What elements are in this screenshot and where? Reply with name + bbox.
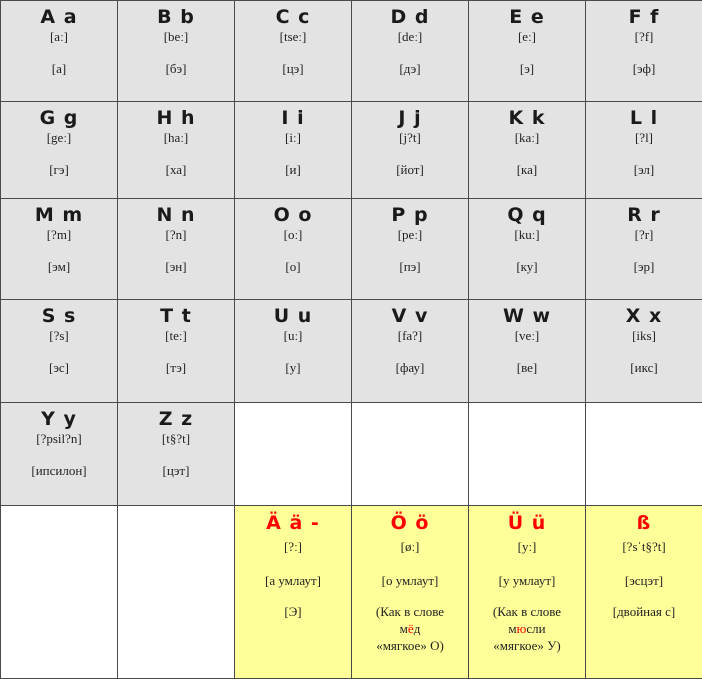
letter-cell-v xyxy=(352,300,469,403)
letter: ß xyxy=(586,512,702,534)
note-line: (Как в слове xyxy=(493,604,561,619)
letter-cell-z xyxy=(118,403,235,506)
letter: D d xyxy=(352,6,468,28)
russian-pronunciation: [эн] xyxy=(118,259,234,275)
russian-pronunciation: [ка] xyxy=(469,162,585,178)
ipa-transcription: [oː] xyxy=(235,227,351,243)
note-word-start: м xyxy=(508,621,516,636)
ipa-transcription: [?sˈt§?t] xyxy=(586,539,702,555)
russian-pronunciation: [ипсилон] xyxy=(1,463,117,479)
letter-cell-s xyxy=(1,300,118,403)
ipa-transcription: [?ː] xyxy=(235,539,351,555)
letter: N n xyxy=(118,204,234,226)
ipa-transcription: [eː] xyxy=(469,29,585,45)
note-highlight-letter: ё xyxy=(408,621,414,636)
letter: I i xyxy=(235,107,351,129)
ipa-transcription: [kaː] xyxy=(469,130,585,146)
russian-pronunciation: [ха] xyxy=(118,162,234,178)
letter-cell-w xyxy=(469,300,586,403)
letter: O o xyxy=(235,204,351,226)
russian-pronunciation: [о] xyxy=(235,259,351,275)
ipa-transcription: [?s] xyxy=(1,328,117,344)
russian-pronunciation: [дэ] xyxy=(352,61,468,77)
ipa-transcription: [?f] xyxy=(586,29,702,45)
pronunciation-note xyxy=(469,603,585,654)
letter: E e xyxy=(469,6,585,28)
letter: V v xyxy=(352,305,468,327)
empty-cell xyxy=(352,403,469,506)
ipa-transcription: [fa?] xyxy=(352,328,468,344)
russian-pronunciation: [а умлаут] xyxy=(235,573,351,589)
ipa-transcription: [?l] xyxy=(586,130,702,146)
ipa-transcription: [iks] xyxy=(586,328,702,344)
letter-cell-d xyxy=(352,1,469,102)
russian-pronunciation: [пэ] xyxy=(352,259,468,275)
empty-cell xyxy=(469,403,586,506)
umlaut-cell-a xyxy=(235,506,352,679)
empty-cell xyxy=(1,506,118,679)
note-line: [Э] xyxy=(284,604,301,619)
russian-pronunciation: [эс] xyxy=(1,360,117,376)
letter-cell-f xyxy=(586,1,702,102)
letter: X x xyxy=(586,305,702,327)
letter-cell-m xyxy=(1,199,118,300)
ipa-transcription: [?m] xyxy=(1,227,117,243)
ipa-transcription: [aː] xyxy=(1,29,117,45)
russian-pronunciation: [эсцэт] xyxy=(586,573,702,589)
russian-pronunciation: [бэ] xyxy=(118,61,234,77)
ipa-transcription: [iː] xyxy=(235,130,351,146)
letter-cell-i xyxy=(235,102,352,199)
russian-pronunciation: [эф] xyxy=(586,61,702,77)
ipa-transcription: [øː] xyxy=(352,539,468,555)
russian-pronunciation: [о умлаут] xyxy=(352,573,468,589)
ipa-transcription: [?n] xyxy=(118,227,234,243)
letter-cell-q xyxy=(469,199,586,300)
ipa-transcription: [?r] xyxy=(586,227,702,243)
russian-pronunciation: [эл] xyxy=(586,162,702,178)
russian-pronunciation: [фау] xyxy=(352,360,468,376)
ipa-transcription: [teː] xyxy=(118,328,234,344)
note-word-end: д xyxy=(414,621,421,636)
letter-cell-n xyxy=(118,199,235,300)
ipa-transcription: [geː] xyxy=(1,130,117,146)
empty-cell xyxy=(118,506,235,679)
letter-cell-o xyxy=(235,199,352,300)
letter-cell-b xyxy=(118,1,235,102)
note-line: (Как в слове xyxy=(376,604,444,619)
letter: S s xyxy=(1,305,117,327)
letter: L l xyxy=(586,107,702,129)
letter: Q q xyxy=(469,204,585,226)
letter: M m xyxy=(1,204,117,226)
letter-cell-k xyxy=(469,102,586,199)
letter-cell-a xyxy=(1,1,118,102)
letter-cell-c xyxy=(235,1,352,102)
letter-cell-y xyxy=(1,403,118,506)
empty-cell xyxy=(235,403,352,506)
ipa-transcription: [haː] xyxy=(118,130,234,146)
letter: B b xyxy=(118,6,234,28)
pronunciation-note xyxy=(235,603,351,620)
letter: F f xyxy=(586,6,702,28)
ipa-transcription: [beː] xyxy=(118,29,234,45)
letter-cell-u xyxy=(235,300,352,403)
letter: R r xyxy=(586,204,702,226)
umlaut-cell-eszett xyxy=(586,506,702,679)
letter: W w xyxy=(469,305,585,327)
russian-pronunciation: [ку] xyxy=(469,259,585,275)
letter: Ü ü xyxy=(469,512,585,534)
ipa-transcription: [veː] xyxy=(469,328,585,344)
note-line: «мягкое» У) xyxy=(493,638,560,653)
letter-cell-l xyxy=(586,102,702,199)
letter: Ä ä - xyxy=(235,512,351,534)
ipa-transcription: [uː] xyxy=(235,328,351,344)
ipa-transcription: [yː] xyxy=(469,539,585,555)
letter-cell-e xyxy=(469,1,586,102)
umlaut-cell-o xyxy=(352,506,469,679)
letter: H h xyxy=(118,107,234,129)
letter: C c xyxy=(235,6,351,28)
note-line: «мягкое» О) xyxy=(376,638,444,653)
letter: Y y xyxy=(1,408,117,430)
russian-pronunciation: [тэ] xyxy=(118,360,234,376)
pronunciation-note xyxy=(352,603,468,654)
russian-pronunciation: [цэ] xyxy=(235,61,351,77)
russian-pronunciation: [эр] xyxy=(586,259,702,275)
russian-pronunciation: [эм] xyxy=(1,259,117,275)
russian-pronunciation: [икс] xyxy=(586,360,702,376)
letter: Z z xyxy=(118,408,234,430)
russian-pronunciation: [у умлаут] xyxy=(469,573,585,589)
umlaut-cell-u xyxy=(469,506,586,679)
letter: J j xyxy=(352,107,468,129)
ipa-transcription: [j?t] xyxy=(352,130,468,146)
ipa-transcription: [deː] xyxy=(352,29,468,45)
note-word-start: м xyxy=(400,621,408,636)
note-line: [двойная с] xyxy=(613,604,676,619)
ipa-transcription: [tseː] xyxy=(235,29,351,45)
letter-cell-h xyxy=(118,102,235,199)
letter-cell-g xyxy=(1,102,118,199)
russian-pronunciation: [и] xyxy=(235,162,351,178)
letter-cell-j xyxy=(352,102,469,199)
letter-cell-p xyxy=(352,199,469,300)
pronunciation-note xyxy=(586,603,702,620)
ipa-transcription: [peː] xyxy=(352,227,468,243)
russian-pronunciation: [а] xyxy=(1,61,117,77)
letter-cell-x xyxy=(586,300,702,403)
russian-pronunciation: [йот] xyxy=(352,162,468,178)
russian-pronunciation: [э] xyxy=(469,61,585,77)
note-word-end: сли xyxy=(526,621,545,636)
ipa-transcription: [?psil?n] xyxy=(1,431,117,447)
letter-cell-t xyxy=(118,300,235,403)
letter: K k xyxy=(469,107,585,129)
letter-cell-r xyxy=(586,199,702,300)
letter: U u xyxy=(235,305,351,327)
letter: T t xyxy=(118,305,234,327)
letter: Ö ö xyxy=(352,512,468,534)
ipa-transcription: [t§?t] xyxy=(118,431,234,447)
note-highlight-letter: ю xyxy=(517,621,527,636)
letter: A a xyxy=(1,6,117,28)
ipa-transcription: [kuː] xyxy=(469,227,585,243)
russian-pronunciation: [гэ] xyxy=(1,162,117,178)
letter: P p xyxy=(352,204,468,226)
russian-pronunciation: [цэт] xyxy=(118,463,234,479)
letter: G g xyxy=(1,107,117,129)
russian-pronunciation: [у] xyxy=(235,360,351,376)
russian-pronunciation: [ве] xyxy=(469,360,585,376)
empty-cell xyxy=(586,403,702,506)
